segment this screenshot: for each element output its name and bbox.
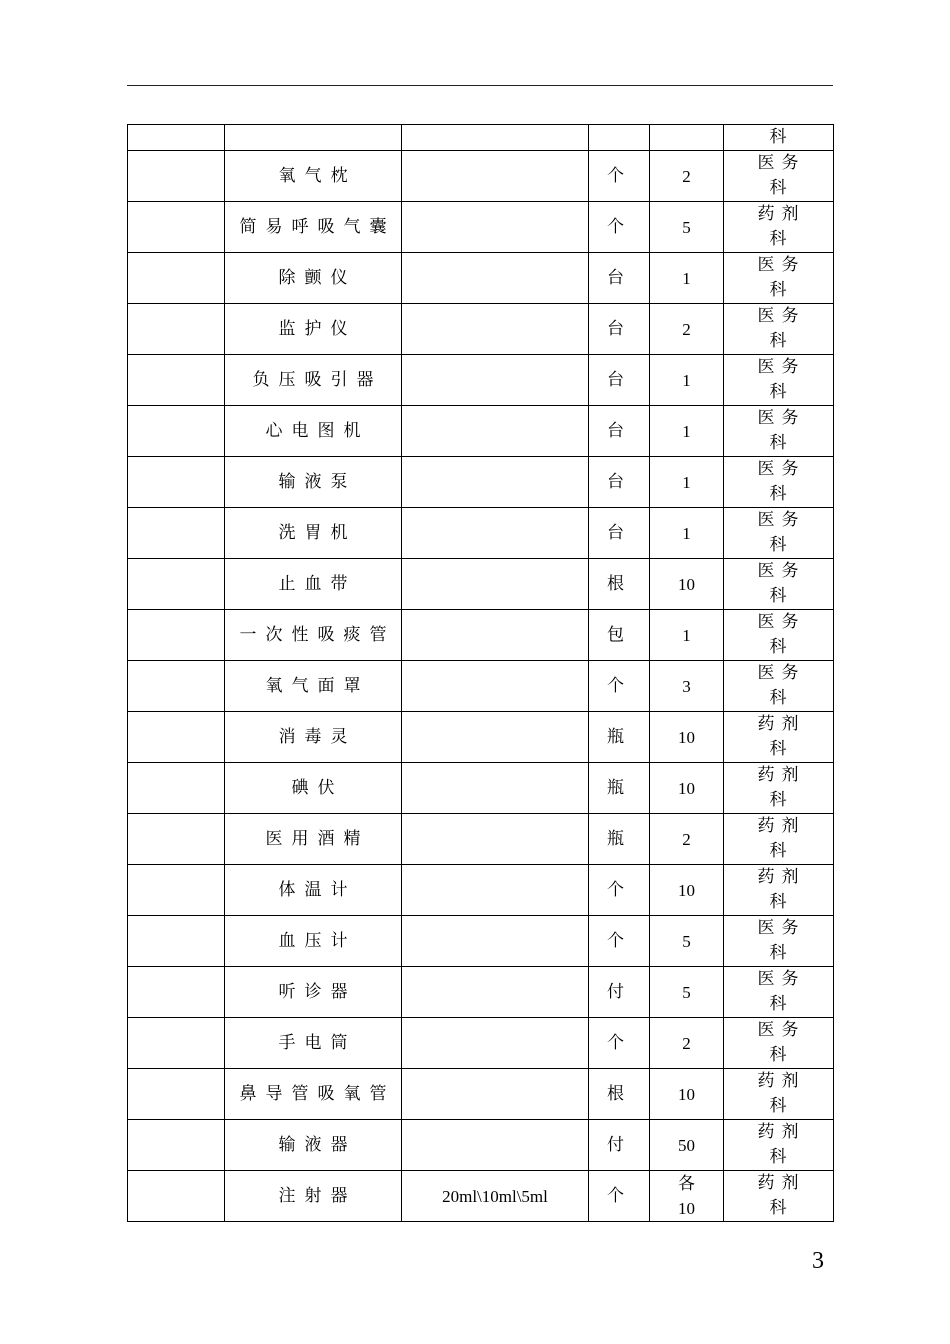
dept-line: 科: [769, 943, 794, 963]
name-cell: 氧气面罩: [225, 661, 402, 712]
unit-cell: 付: [589, 1120, 650, 1171]
table-row: [128, 967, 834, 1018]
dept-line: 科: [769, 1045, 794, 1065]
unit-cell: 个: [589, 661, 650, 712]
name-cell: 碘伏: [225, 763, 402, 814]
qty-cell: 1: [650, 457, 724, 508]
name-cell: 一次性吸痰管: [225, 610, 402, 661]
table-row: [128, 406, 834, 457]
qty-cell: 2: [650, 151, 724, 202]
index-cell: [128, 125, 225, 151]
index-cell: [128, 457, 225, 508]
qty-cell: 10: [650, 712, 724, 763]
index-cell: [128, 610, 225, 661]
dept-cell: 科: [724, 125, 834, 151]
spec-cell: [402, 610, 589, 661]
qty-cell: 1: [650, 355, 724, 406]
name-cell: 医用酒精: [225, 814, 402, 865]
inventory-table: [127, 124, 834, 1222]
dept-line: 药剂: [757, 714, 806, 734]
qty-cell: 3: [650, 661, 724, 712]
spec-cell: [402, 355, 589, 406]
dept-line: 科: [769, 433, 794, 453]
index-cell: [128, 151, 225, 202]
spec-cell: [402, 916, 589, 967]
dept-line: 医务: [757, 255, 806, 275]
unit-cell: 台: [589, 508, 650, 559]
table-row: [128, 355, 834, 406]
spec-cell: [402, 151, 589, 202]
unit-cell: 个: [589, 1171, 650, 1222]
dept-cell: [724, 304, 834, 355]
dept-line: 药剂: [757, 816, 806, 836]
qty-cell: 2: [650, 1018, 724, 1069]
dept-line: 科: [769, 178, 794, 198]
dept-line: 科: [769, 994, 794, 1014]
spec-cell: [402, 125, 589, 151]
name-cell: 简易呼吸气囊: [225, 202, 402, 253]
page-number: 3: [812, 1248, 824, 1274]
dept-cell: [724, 1171, 834, 1222]
dept-line: 科: [769, 535, 794, 555]
name-cell: 消毒灵: [225, 712, 402, 763]
dept-line: 医务: [757, 357, 806, 377]
name-cell: 氧气枕: [225, 151, 402, 202]
unit-cell: 台: [589, 304, 650, 355]
dept-line: 医务: [757, 510, 806, 530]
name-cell: 鼻导管吸氧管: [225, 1069, 402, 1120]
dept-line: 科: [769, 382, 794, 402]
unit-cell: 瓶: [589, 712, 650, 763]
spec-cell: [402, 1018, 589, 1069]
qty-cell: 2: [650, 304, 724, 355]
dept-cell: [724, 967, 834, 1018]
index-cell: [128, 202, 225, 253]
unit-cell: 台: [589, 355, 650, 406]
dept-line: 医务: [757, 663, 806, 683]
table-row: [128, 763, 834, 814]
index-cell: [128, 967, 225, 1018]
qty-cell: 5: [650, 967, 724, 1018]
header-rule: [127, 85, 833, 86]
name-cell: [225, 125, 402, 151]
dept-line: 药剂: [757, 204, 806, 224]
spec-cell: [402, 406, 589, 457]
dept-cell: [724, 202, 834, 253]
table-row: [128, 1069, 834, 1120]
name-cell: 监护仪: [225, 304, 402, 355]
qty-cell: 10: [650, 559, 724, 610]
spec-cell: [402, 304, 589, 355]
spec-cell: [402, 559, 589, 610]
spec-cell: [402, 865, 589, 916]
dept-line: 药剂: [757, 867, 806, 887]
qty-cell: 1: [650, 406, 724, 457]
dept-line: 药剂: [757, 1071, 806, 1091]
dept-line: 医务: [757, 306, 806, 326]
index-cell: [128, 1069, 225, 1120]
dept-cell: [724, 1120, 834, 1171]
dept-cell: [724, 508, 834, 559]
name-cell: 除颤仪: [225, 253, 402, 304]
dept-line: 科: [769, 688, 794, 708]
unit-cell: 瓶: [589, 763, 650, 814]
index-cell: [128, 253, 225, 304]
unit-cell: 个: [589, 865, 650, 916]
dept-line: 科: [769, 790, 794, 810]
table-row: [128, 610, 834, 661]
qty-line: 10: [678, 1199, 695, 1218]
name-cell: 洗胃机: [225, 508, 402, 559]
spec-cell: [402, 814, 589, 865]
name-cell: 手电筒: [225, 1018, 402, 1069]
qty-line: 各: [678, 1174, 695, 1193]
dept-line: 医务: [757, 561, 806, 581]
unit-cell: 瓶: [589, 814, 650, 865]
table-row: [128, 253, 834, 304]
qty-cell: 1: [650, 508, 724, 559]
qty-cell: [650, 125, 724, 151]
dept-line: 医务: [757, 918, 806, 938]
table-row: [128, 712, 834, 763]
dept-cell: [724, 865, 834, 916]
qty-cell: 50: [650, 1120, 724, 1171]
table-row: [128, 202, 834, 253]
dept-cell: [724, 559, 834, 610]
name-cell: 负压吸引器: [225, 355, 402, 406]
dept-line: 医务: [757, 969, 806, 989]
dept-cell: [724, 610, 834, 661]
spec-cell: [402, 253, 589, 304]
spec-cell: [402, 967, 589, 1018]
table-row: [128, 304, 834, 355]
index-cell: [128, 355, 225, 406]
continued-row: [128, 125, 834, 151]
spec-cell: [402, 661, 589, 712]
dept-cell: [724, 151, 834, 202]
table-row: [128, 661, 834, 712]
index-cell: [128, 508, 225, 559]
name-cell: 心电图机: [225, 406, 402, 457]
dept-line: 科: [769, 331, 794, 351]
index-cell: [128, 865, 225, 916]
index-cell: [128, 916, 225, 967]
spec-cell: 20ml\10ml\5ml: [402, 1171, 589, 1222]
unit-cell: 包: [589, 610, 650, 661]
table-row: [128, 508, 834, 559]
unit-cell: [589, 125, 650, 151]
index-cell: [128, 1120, 225, 1171]
name-cell: 体温计: [225, 865, 402, 916]
name-cell: 输液泵: [225, 457, 402, 508]
name-cell: 血压计: [225, 916, 402, 967]
dept-line: 医务: [757, 408, 806, 428]
unit-cell: 台: [589, 457, 650, 508]
dept-line: 医务: [757, 153, 806, 173]
dept-cell: [724, 916, 834, 967]
dept-cell: [724, 661, 834, 712]
qty-cell: 5: [650, 202, 724, 253]
dept-line: 科: [769, 1096, 794, 1116]
dept-cell: [724, 406, 834, 457]
qty-cell: 10: [650, 865, 724, 916]
unit-cell: 台: [589, 253, 650, 304]
unit-cell: 个: [589, 202, 650, 253]
qty-cell: 10: [650, 763, 724, 814]
unit-cell: 根: [589, 1069, 650, 1120]
spec-cell: [402, 202, 589, 253]
qty-cell: 1: [650, 610, 724, 661]
table-row: [128, 1171, 834, 1222]
dept-cell: [724, 814, 834, 865]
unit-cell: 个: [589, 151, 650, 202]
qty-cell: [650, 1171, 724, 1222]
qty-cell: 1: [650, 253, 724, 304]
table-row: [128, 814, 834, 865]
dept-line: 科: [769, 892, 794, 912]
dept-line: 科: [769, 586, 794, 606]
table-row: [128, 1018, 834, 1069]
dept-cell: [724, 763, 834, 814]
dept-line: 科: [769, 484, 794, 504]
dept-cell: [724, 1069, 834, 1120]
name-cell: 注射器: [225, 1171, 402, 1222]
unit-cell: 根: [589, 559, 650, 610]
name-cell: 止血带: [225, 559, 402, 610]
unit-cell: 个: [589, 916, 650, 967]
dept-line: 药剂: [757, 765, 806, 785]
dept-line: 科: [769, 637, 794, 657]
table-row: [128, 865, 834, 916]
spec-cell: [402, 712, 589, 763]
index-cell: [128, 763, 225, 814]
dept-cell: [724, 712, 834, 763]
dept-line: 科: [769, 1198, 794, 1218]
index-cell: [128, 712, 225, 763]
dept-line: 科: [769, 841, 794, 861]
spec-cell: [402, 1120, 589, 1171]
dept-line: 医务: [757, 459, 806, 479]
dept-line: 医务: [757, 612, 806, 632]
table-row: [128, 1120, 834, 1171]
dept-line: 科: [769, 739, 794, 759]
index-cell: [128, 1018, 225, 1069]
index-cell: [128, 559, 225, 610]
dept-line: 科: [769, 1147, 794, 1167]
spec-cell: [402, 508, 589, 559]
spec-cell: [402, 1069, 589, 1120]
dept-cell: [724, 1018, 834, 1069]
table-row: [128, 916, 834, 967]
qty-cell: 5: [650, 916, 724, 967]
name-cell: 听诊器: [225, 967, 402, 1018]
index-cell: [128, 814, 225, 865]
dept-line: 科: [769, 229, 794, 249]
unit-cell: 个: [589, 1018, 650, 1069]
dept-cell: [724, 253, 834, 304]
spec-cell: [402, 763, 589, 814]
dept-line: 医务: [757, 1020, 806, 1040]
qty-cell: 2: [650, 814, 724, 865]
name-cell: 输液器: [225, 1120, 402, 1171]
dept-line: 药剂: [757, 1173, 806, 1193]
table-row: [128, 559, 834, 610]
index-cell: [128, 304, 225, 355]
index-cell: [128, 406, 225, 457]
index-cell: [128, 661, 225, 712]
dept-cell: [724, 457, 834, 508]
spec-cell: [402, 457, 589, 508]
dept-cell: [724, 355, 834, 406]
table-row: [128, 151, 834, 202]
unit-cell: 台: [589, 406, 650, 457]
index-cell: [128, 1171, 225, 1222]
table-row: [128, 457, 834, 508]
unit-cell: 付: [589, 967, 650, 1018]
qty-cell: 10: [650, 1069, 724, 1120]
dept-line: 药剂: [757, 1122, 806, 1142]
dept-line: 科: [769, 280, 794, 300]
